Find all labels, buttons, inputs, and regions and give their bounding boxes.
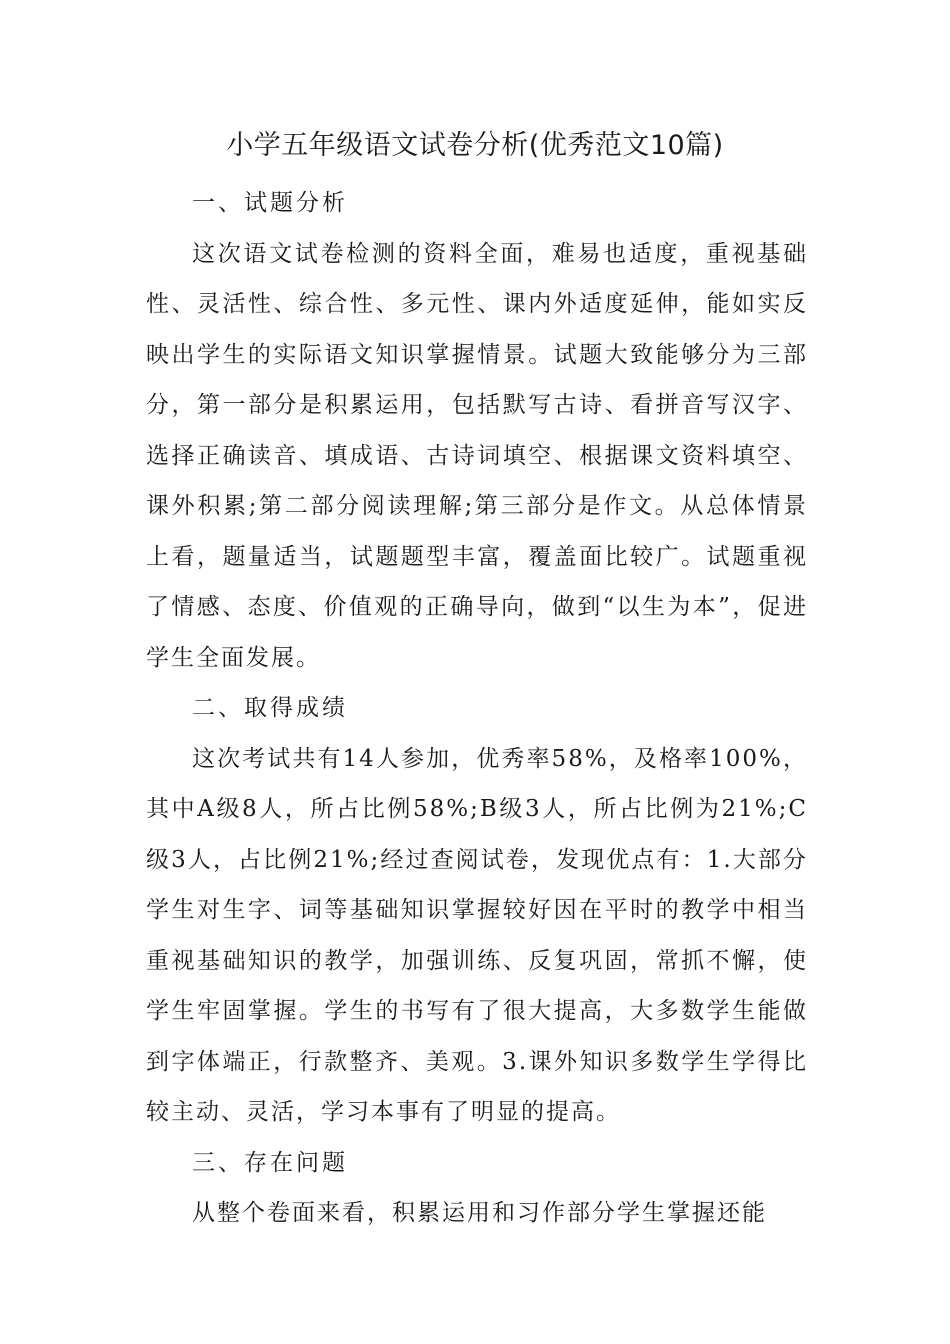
section-heading-results: 二、取得成绩 [192,695,348,721]
section-paragraph-problems: 从整个卷面来看，积累运用和习作部分学生掌握还能 [192,1200,767,1226]
section-heading-problems: 三、存在问题 [192,1149,348,1176]
document-title: 小学五年级语文试卷分析(优秀范文10篇) [226,130,724,161]
document-body [146,178,808,1239]
section-paragraph-analysis: 这次语文试卷检测的资料全面，难易也适度，重视基础性、灵活性、综合性、多元性、课内外适度延伸，能如实反映出学生的实际语文知识掌握情景。试题大致能够分为三部分，第一部分是积累运用，包括默写古诗、看拼音写汉字、选择正确读音、填成语、古诗词填空、根据课文资料填空、课外积累;第二部分阅读理解;第三部分是作文。从总体情景上看，题量适当，试题题型丰富，覆盖面比较广。试题重视了情感、态度、价值观的正确导向，做到“以生为本”，促进学生全面发展。 [146,240,808,671]
section-paragraph-results: 这次考试共有14人参加，优秀率58%，及格率100%，其中A级8人，所占比例58%;B级3人，所占比例为21%;C级3人，占比例21%;经过查阅试卷，发现优点有：1.大部分学生对生字、词等基础知识掌握较好因在平时的教学中相当重视基础知识的教学，加强训练、反复巩固，常抓不懈，使学生牢固掌握。学生的书写有了很大提高，大多数学生能做到字体端正，行款整齐、美观。3.课外知识多数学生学得比较主动、灵活，学习本事有了明显的提高。 [146,745,808,1125]
section-heading-analysis: 一、试题分析 [192,190,348,216]
